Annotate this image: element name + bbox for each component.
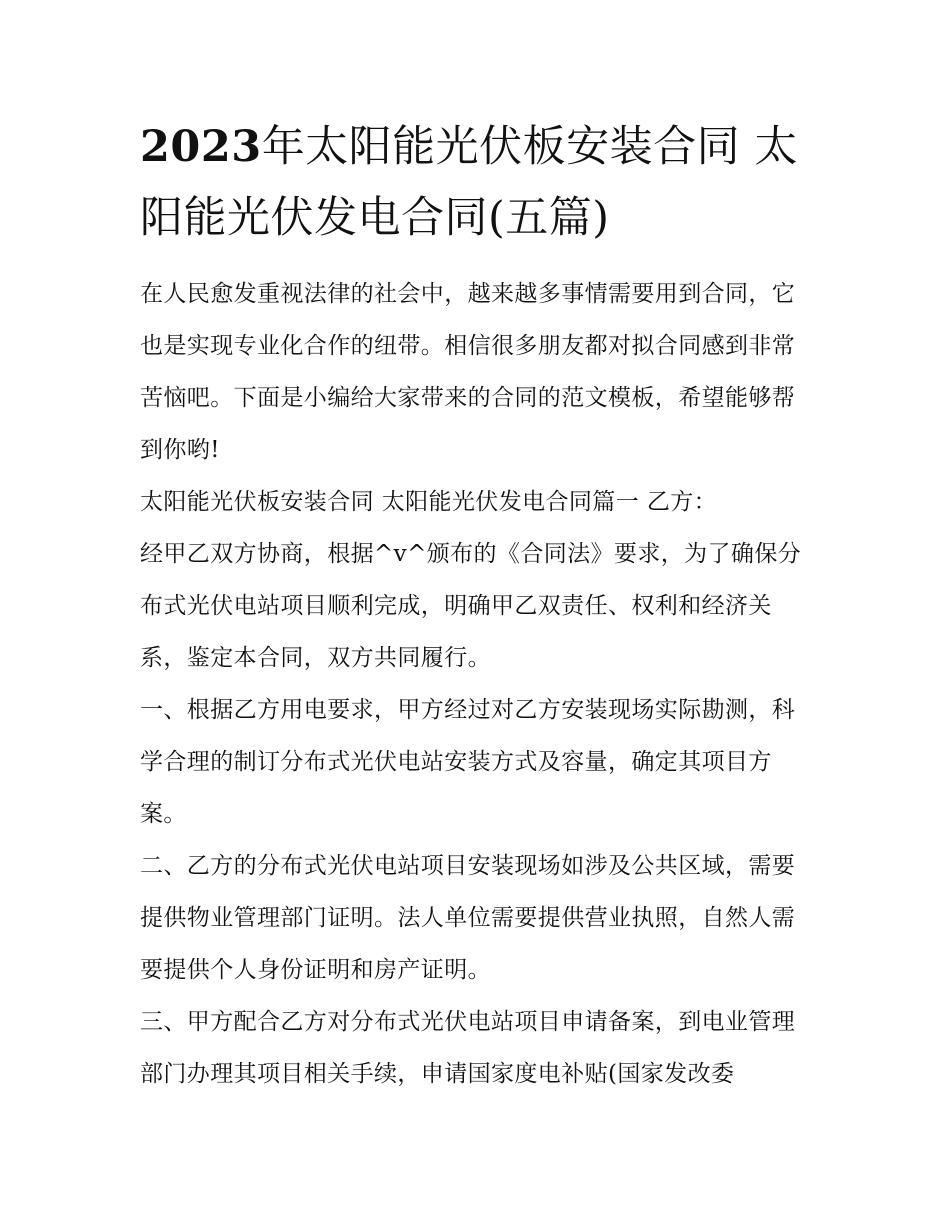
document-title [140, 112, 812, 254]
title-text: 年太阳能光伏板安装合同 太阳能光伏发电合同(五篇) [140, 122, 798, 243]
document-body [140, 112, 812, 1100]
clause-two: 二、乙方的分布式光伏电站项目安装现场如涉及公共区域，需要提供物业管理部门证明。法人单位需要提供营业执照，自然人需要提供个人身份证明和房产证明。 [140, 853, 796, 983]
intro-paragraph: 在人民愈发重视法律的社会中，越来越多事情需要用到合同，它也是实现专业化合作的纽带。相信很多朋友都对拟合同感到非常苦恼吧。下面是小编给大家带来的合同的范文模板，希望能够帮到你哟! [140, 281, 796, 463]
clause-one: 一、根据乙方用电要求，甲方经过对乙方安装现场实际勘测，科学合理的制订分布式光伏电站安装方式及容量，确定其项目方案。 [140, 697, 796, 827]
section-heading: 太阳能光伏板安装合同 太阳能光伏发电合同篇一 乙方： [140, 489, 718, 515]
agreement-paragraph: 经甲乙双方协商，根据^v^颁布的《合同法》要求，为了确保分布式光伏电站项目顺利完成，明确甲乙双责任、权利和经济关系，鉴定本合同，双方共同履行。 [140, 541, 802, 671]
clause-three: 三、甲方配合乙方对分布式光伏电站项目申请备案，到电业管理部门办理其项目相关手续，申请国家度电补贴(国家发改委 [140, 1009, 796, 1087]
title-year: 2023 [140, 122, 262, 172]
